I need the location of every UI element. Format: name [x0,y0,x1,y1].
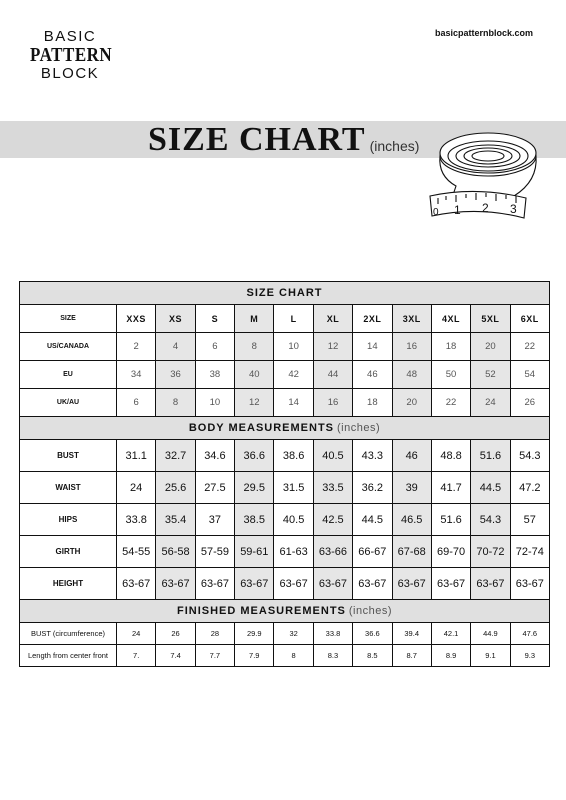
table-cell: 63-67 [156,568,195,600]
table-cell: 47.2 [510,472,549,504]
table-cell: 7.7 [195,645,234,667]
table-cell: 69-70 [431,536,470,568]
table-cell: 51.6 [431,504,470,536]
table-cell: 47.6 [510,623,549,645]
size-header-cell: 4XL [431,305,470,333]
table-cell: 7. [117,645,156,667]
size-chart-title-row [20,282,550,305]
page-title [148,122,419,159]
table-cell: 8 [156,389,195,417]
body-measurement-row [20,568,550,600]
size-chart-title: SIZE CHART [20,282,550,305]
size-header-cell: 5XL [471,305,510,333]
table-cell: 32.7 [156,440,195,472]
body-measurements-unit: (inches) [337,422,381,434]
table-cell: 33.8 [117,504,156,536]
size-chart-table [19,281,550,667]
tape-mark-3: 3 [510,202,517,216]
table-cell: 38.5 [235,504,274,536]
table-cell: 63-67 [392,568,431,600]
table-cell: 31.1 [117,440,156,472]
table-cell: 61-63 [274,536,313,568]
size-header-cell: XXS [117,305,156,333]
table-cell: 18 [353,389,392,417]
table-cell: 57 [510,504,549,536]
table-cell: 46 [392,440,431,472]
table-cell: 38.6 [274,440,313,472]
table-cell: 46 [353,361,392,389]
tape-mark-1: 1 [454,203,461,217]
table-cell: 32 [274,623,313,645]
table-cell: 37 [195,504,234,536]
size-conversion-row [20,361,550,389]
table-cell: 28 [195,623,234,645]
body-measurement-row [20,536,550,568]
table-cell: 29.9 [235,623,274,645]
table-cell: 39.4 [392,623,431,645]
table-cell: 51.6 [471,440,510,472]
table-cell: 66-67 [353,536,392,568]
row-label: Length from center front [20,645,117,667]
table-cell: 8.7 [392,645,431,667]
table-cell: 8 [235,333,274,361]
brand-logo [30,28,113,82]
table-cell: 50 [431,361,470,389]
table-cell: 41.7 [431,472,470,504]
table-cell: 4 [156,333,195,361]
table-cell: 9.3 [510,645,549,667]
table-cell: 44.5 [471,472,510,504]
table-cell: 40.5 [274,504,313,536]
logo-line-pattern: PATTERN [30,43,113,66]
body-measurement-row [20,472,550,504]
table-cell: 34 [117,361,156,389]
row-label: UK/AU [20,389,117,417]
table-cell: 54.3 [510,440,549,472]
table-cell: 63-67 [431,568,470,600]
table-cell: 59-61 [235,536,274,568]
table-cell: 63-67 [353,568,392,600]
table-cell: 8.3 [313,645,352,667]
table-cell: 33.5 [313,472,352,504]
table-cell: 34.6 [195,440,234,472]
row-label: WAIST [20,472,117,504]
table-cell: 24 [117,472,156,504]
table-cell: 54-55 [117,536,156,568]
table-cell: 12 [235,389,274,417]
table-cell: 36.6 [235,440,274,472]
table-cell: 10 [274,333,313,361]
table-cell: 14 [353,333,392,361]
table-cell: 54 [510,361,549,389]
logo-line-block: BLOCK [40,65,100,82]
table-cell: 63-67 [117,568,156,600]
table-cell: 8 [274,645,313,667]
table-cell: 31.5 [274,472,313,504]
page-title-unit: (inches) [369,138,420,154]
size-chart-body [20,282,550,667]
logo-line-basic: BASIC [43,28,97,45]
table-cell: 52 [471,361,510,389]
table-cell: 40 [235,361,274,389]
row-label: HIPS [20,504,117,536]
table-cell: 48 [392,361,431,389]
table-cell: 27.5 [195,472,234,504]
table-cell: 7.4 [156,645,195,667]
table-cell: 35.4 [156,504,195,536]
table-cell: 38 [195,361,234,389]
table-cell: 8.5 [353,645,392,667]
table-cell: 36 [156,361,195,389]
measuring-tape-icon [426,126,550,228]
size-conversion-row [20,389,550,417]
body-measurement-row [20,504,550,536]
row-label: GIRTH [20,536,117,568]
table-cell: 29.5 [235,472,274,504]
table-cell: 36.2 [353,472,392,504]
body-measurements-title-row [20,417,550,440]
size-header-cell: 6XL [510,305,549,333]
table-cell: 2 [117,333,156,361]
row-label: BUST [20,440,117,472]
table-cell: 20 [392,389,431,417]
table-cell: 33.8 [313,623,352,645]
website-link[interactable]: basicpatternblock.com [434,28,533,38]
table-cell: 56-58 [156,536,195,568]
size-header-cell: S [195,305,234,333]
row-label: HEIGHT [20,568,117,600]
size-header-label: SIZE [20,305,117,333]
table-cell: 63-67 [471,568,510,600]
table-cell: 6 [117,389,156,417]
size-header-cell: 3XL [392,305,431,333]
row-label: BUST (circumference) [20,623,117,645]
table-cell: 14 [274,389,313,417]
body-measurement-row [20,440,550,472]
finished-measurements-title-text: FINISHED MEASUREMENTS [176,605,346,617]
table-cell: 63-66 [313,536,352,568]
table-cell: 63-67 [235,568,274,600]
table-cell: 44.9 [471,623,510,645]
table-cell: 10 [195,389,234,417]
finished-measurements-title [20,600,550,623]
body-measurements-title [20,417,550,440]
table-cell: 26 [510,389,549,417]
table-cell: 63-67 [313,568,352,600]
table-cell: 63-67 [510,568,549,600]
finished-measurements-title-row [20,600,550,623]
size-header-cell: L [274,305,313,333]
row-label: US/CANADA [20,333,117,361]
size-header-cell: M [235,305,274,333]
table-cell: 43.3 [353,440,392,472]
table-cell: 25.6 [156,472,195,504]
table-cell: 24 [117,623,156,645]
table-cell: 22 [431,389,470,417]
table-cell: 39 [392,472,431,504]
table-cell: 54.3 [471,504,510,536]
table-cell: 40.5 [313,440,352,472]
size-conversion-row [20,333,550,361]
table-cell: 22 [510,333,549,361]
table-cell: 44.5 [353,504,392,536]
table-cell: 36.6 [353,623,392,645]
table-cell: 67-68 [392,536,431,568]
finished-measurement-row [20,645,550,667]
table-cell: 9.1 [471,645,510,667]
table-cell: 72-74 [510,536,549,568]
table-cell: 20 [471,333,510,361]
table-cell: 70-72 [471,536,510,568]
table-cell: 42.5 [313,504,352,536]
table-cell: 42 [274,361,313,389]
body-measurements-title-text: BODY MEASUREMENTS [188,422,335,434]
size-header-cell: XS [156,305,195,333]
size-header-cell: XL [313,305,352,333]
size-header-row [20,305,550,333]
table-cell: 46.5 [392,504,431,536]
table-cell: 24 [471,389,510,417]
size-header-cell: 2XL [353,305,392,333]
page-title-main: SIZE CHART [148,121,366,158]
table-cell: 63-67 [195,568,234,600]
table-cell: 6 [195,333,234,361]
table-cell: 16 [313,389,352,417]
table-cell: 12 [313,333,352,361]
table-cell: 42.1 [431,623,470,645]
finished-measurements-unit: (inches) [348,605,393,617]
row-label: EU [20,361,117,389]
table-cell: 7.9 [235,645,274,667]
table-cell: 26 [156,623,195,645]
tape-mark-0: 0 [433,207,439,218]
table-cell: 44 [313,361,352,389]
finished-measurement-row [20,623,550,645]
table-cell: 57-59 [195,536,234,568]
table-cell: 18 [431,333,470,361]
tape-mark-2: 2 [482,201,489,215]
table-cell: 8.9 [431,645,470,667]
table-cell: 16 [392,333,431,361]
table-cell: 63-67 [274,568,313,600]
table-cell: 48.8 [431,440,470,472]
